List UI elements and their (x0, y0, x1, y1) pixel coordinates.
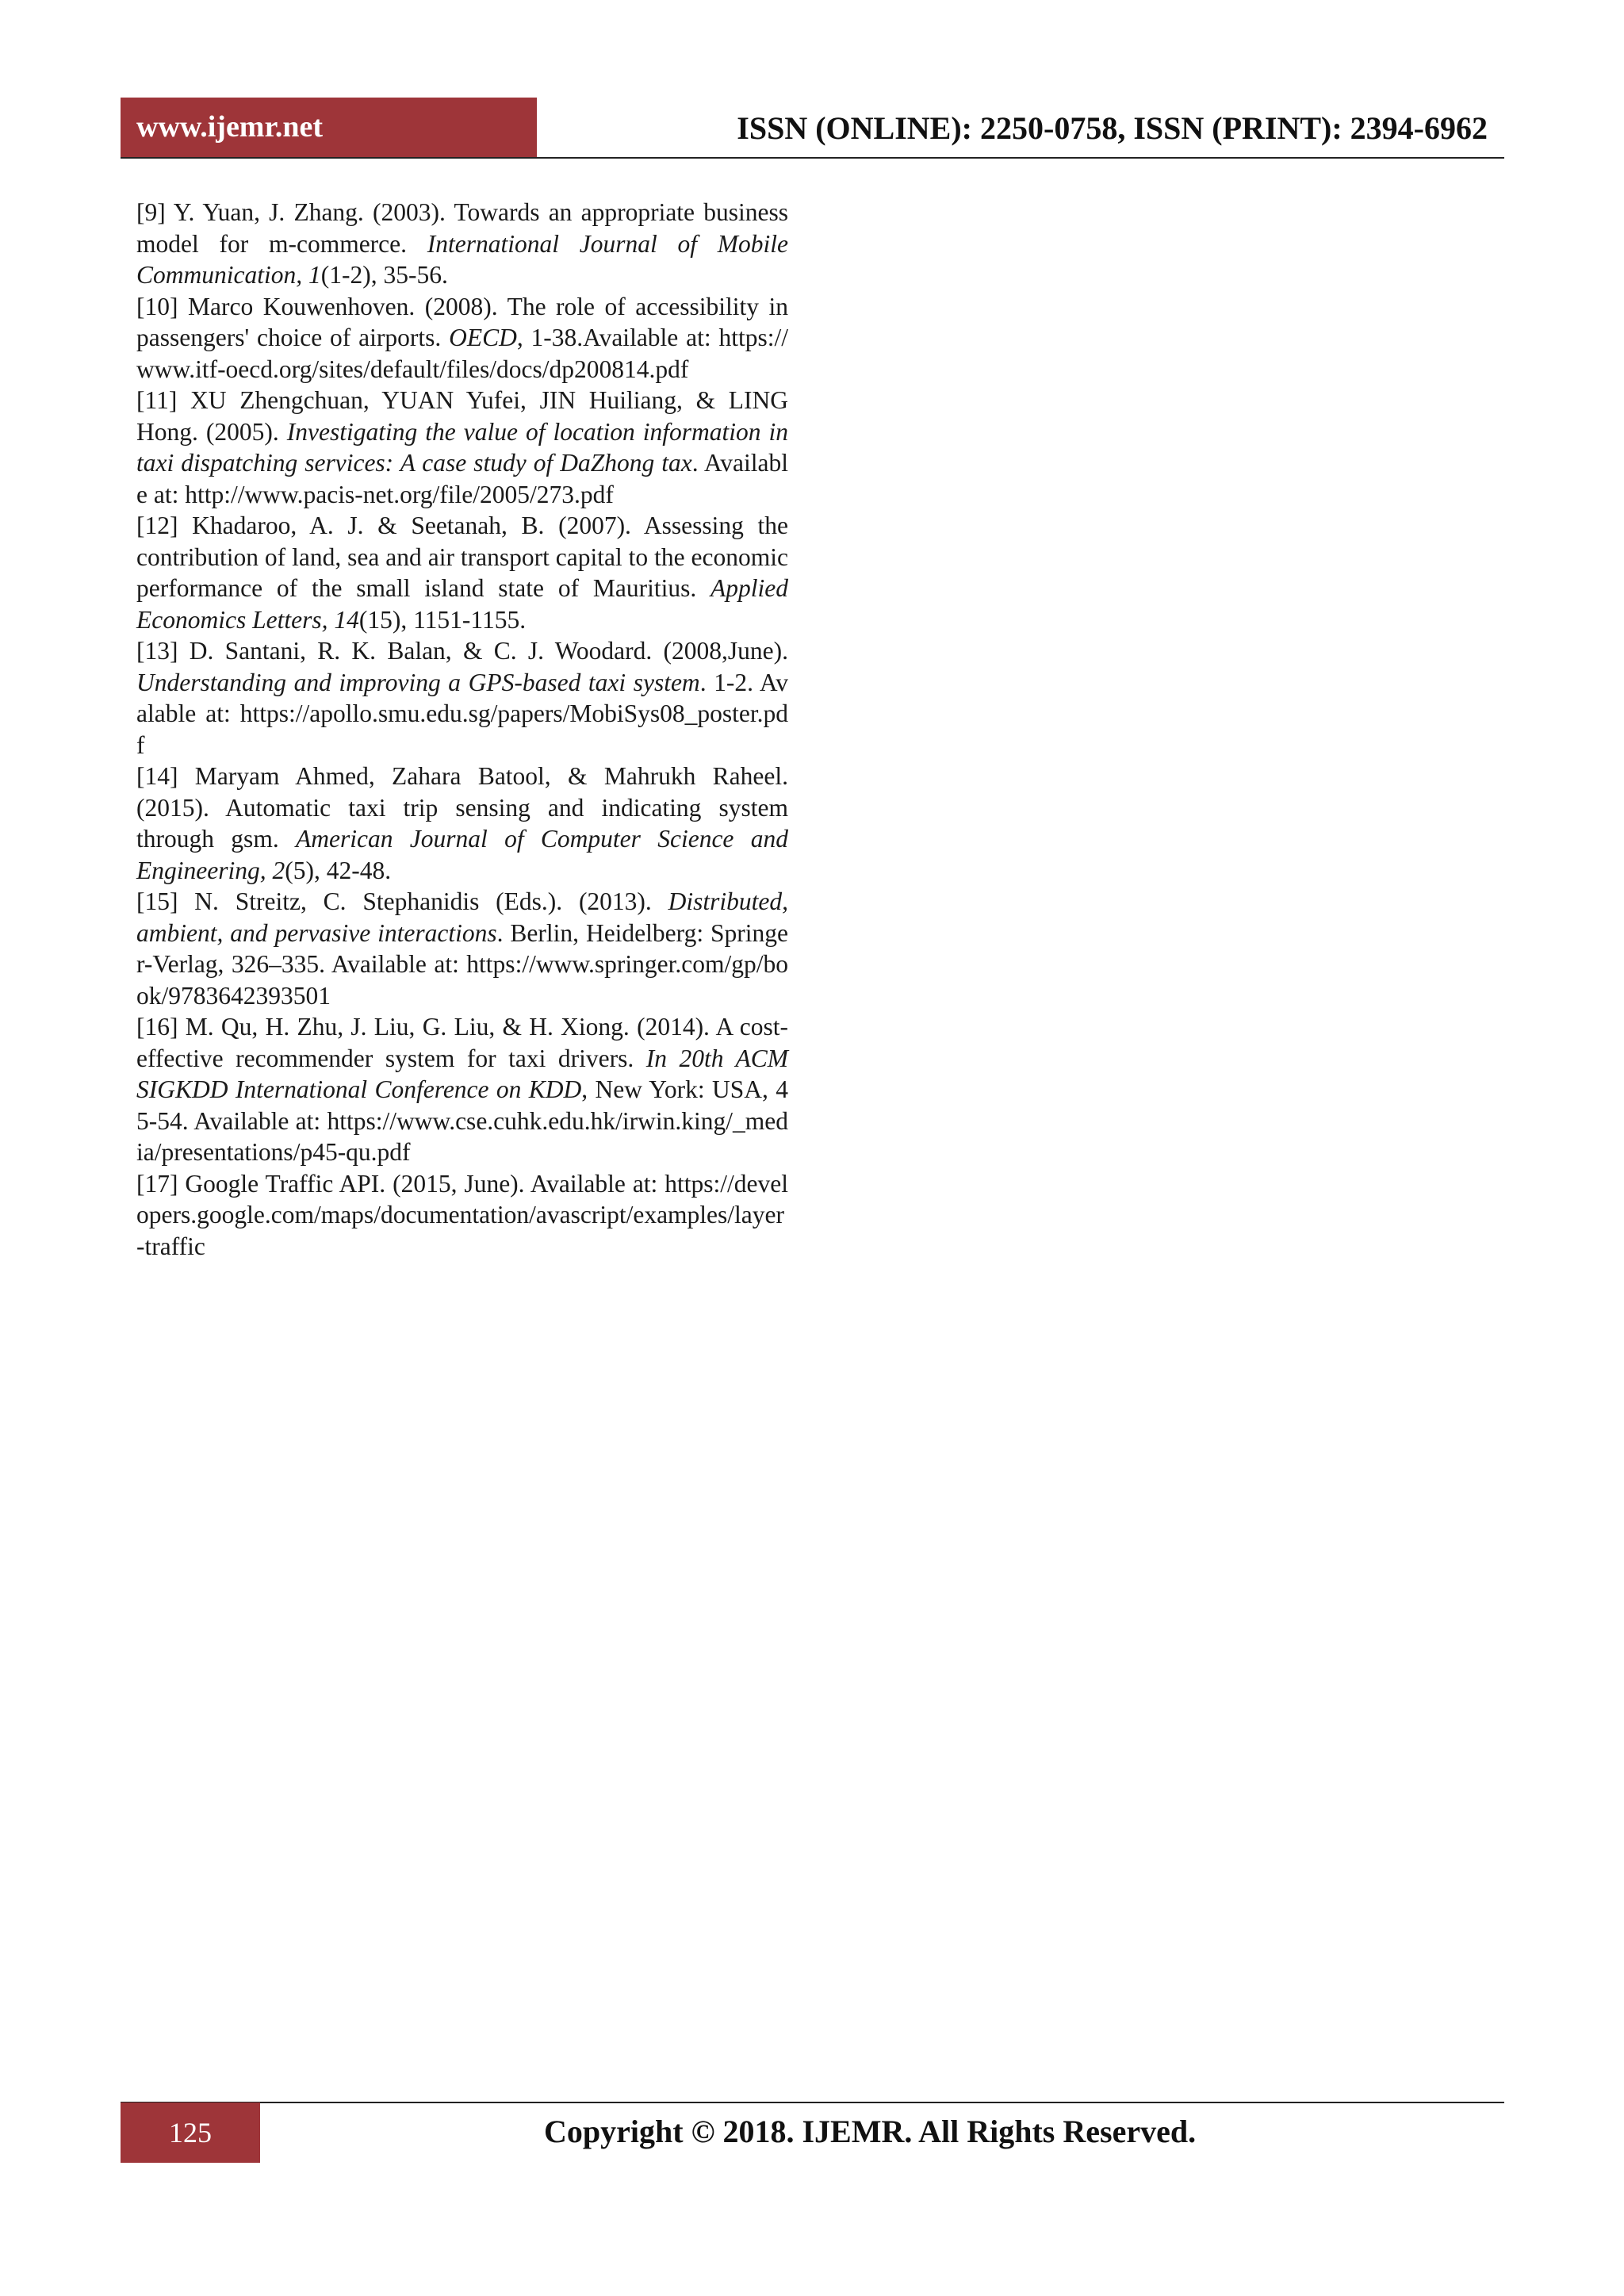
journal-website: www.ijemr.net (136, 110, 323, 144)
reference-11: [11] XU Zhengchuan, YUAN Yufei, JIN Huiliang, & LING Hong. (2005). Investigating the value of location information in taxi dispatching services: A case study of DaZhong tax. Available at: http://www.pacis-net.org/file/2005/273.pdf (136, 386, 789, 508)
reference-16: [16] M. Qu, H. Zhu, J. Liu, G. Liu, & H. Xiong. (2014). A cost-effective recommender system for taxi drivers. In 20th ACM SIGKDD International Conference on KDD, New York: USA, 45-54. Available at: https://www.cse.cuhk.edu.hk/irwin.king/_media/presentations/p45-qu.pdf (136, 1013, 788, 1166)
reference-17: [17] Google Traffic API. (2015, June). Available at: https://developers.google.com/maps/documentation/avascript/examples/layer-traffic (136, 1169, 788, 1260)
reference-13: [13] D. Santani, R. K. Balan, & C. J. Woodard. (2008,June). Understanding and improving a GPS-based taxi system. 1-2. Avalable at: https://apollo.smu.edu.sg/papers/MobiSys08_poster.pdf (136, 637, 788, 759)
issn-header: ISSN (ONLINE): 2250-0758, ISSN (PRINT): 2394-6962 (737, 110, 1488, 146)
reference-10: [10] Marco Kouwenhoven. (2008). The role of accessibility in passengers' choice of airports. OECD, 1-38.Available at: https://www.itf-oecd.org/sites/default/files/docs/dp200814.pdf (136, 292, 788, 383)
references-list (136, 197, 788, 1262)
page-number: 125 (169, 2117, 212, 2148)
reference-15: [15] N. Streitz, C. Stephanidis (Eds.). (2013). Distributed, ambient, and pervasive interactions. Berlin, Heidelberg: Springer-Verlag, 326–335. Available at: https://www.springer.com/gp/book/9783642393501 (136, 887, 788, 1010)
reference-9: [9] Y. Yuan, J. Zhang. (2003). Towards an appropriate business model for m-commerce. International Journal of Mobile Communication, 1(1-2), 35-56. (136, 198, 788, 289)
reference-14: [14] Maryam Ahmed, Zahara Batool, & Mahrukh Raheel. (2015). Automatic taxi trip sensing and indicating system through gsm. American Journal of Computer Science and Engineering, 2(5), 42-48. (136, 762, 788, 884)
copyright-notice: Copyright © 2018. IJEMR. All Rights Reserved. (544, 2114, 1197, 2149)
header-divider (121, 157, 1504, 159)
reference-12: [12] Khadaroo, A. J. & Seetanah, B. (2007). Assessing the contribution of land, sea and air transport capital to the economic performance of the small island state of Mauritius. Applied Economics Letters, 14(15), 1151-1155. (136, 512, 788, 634)
footer-divider (121, 2102, 1504, 2103)
